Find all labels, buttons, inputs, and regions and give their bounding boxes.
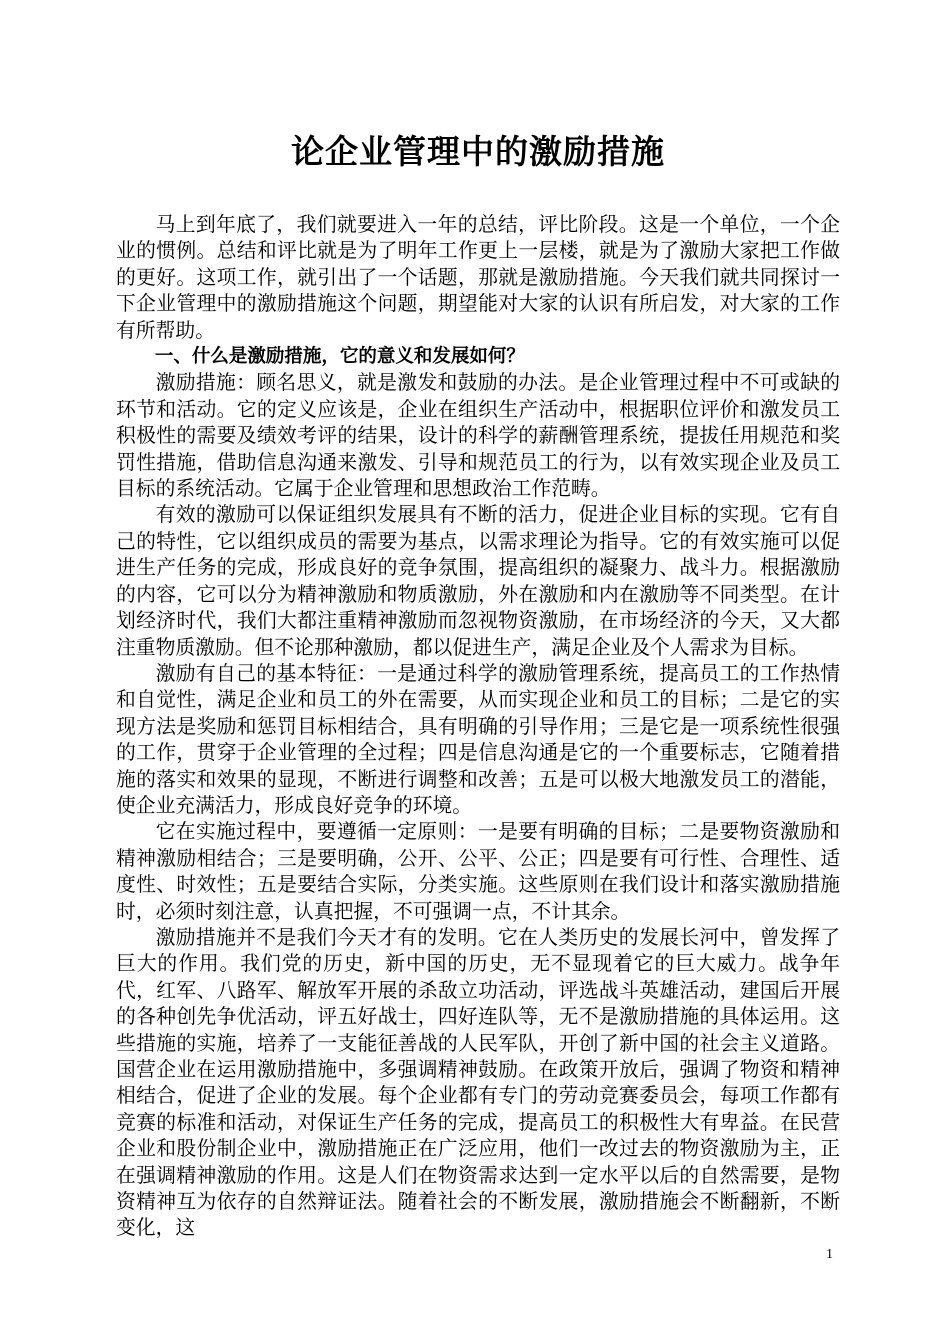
section-heading: 一、什么是激励措施，它的意义和发展如何？ — [154, 346, 525, 368]
body-paragraph-effectiveness: 有效的激励可以保证组织发展具有不断的活力，促进企业目标的实现。它有自己的特性，它以组织成员的需要为基点，以需求理论为指导。它的有效实施可以促进生产任务的完成，形成良好的竞争氛围，提高组织的凝聚力、战斗力。根据激励的内容，它可以分为精神激励和物质激励，外在激励和内在激励等不同类型。在计划经济时代，我们大都注重精神激励而忽视物资激励，在市场经济的今天，又大都注重物质激励。但不论那种激励，都以促进生产，满足企业及个人需求为目标。 — [116, 503, 840, 659]
intro-paragraph: 马上到年底了，我们就要进入一年的总结，评比阶段。这是一个单位，一个企业的惯例。总结和评比就是为了明年工作更上一层楼，就是为了激励大家把工作做的更好。这项工作，就引出了一个话题，那就是激励措施。今天我们就共同探讨一下企业管理中的激励措施这个问题，期望能对大家的认识有所启发，对大家的工作有所帮助。 — [116, 213, 840, 342]
document-title: 论企业管理中的激励措施 — [291, 132, 665, 171]
page-number: 1 — [826, 1247, 833, 1262]
body-paragraph-definition: 激励措施：顾名思义，就是激发和鼓励的办法。是企业管理过程中不可或缺的环节和活动。它的定义应该是，企业在组织生产活动中，根据职位评价和激发员工积极性的需要及绩效考评的结果，设计的科学的薪酬管理系统，提拔任用规范和奖罚性措施，借助信息沟通来激发、引导和规范员工的行为，以有效实现企业及员工目标的系统活动。它属于企业管理和思想政治工作范畴。 — [116, 371, 840, 501]
body-paragraph-principles: 它在实施过程中，要遵循一定原则：一是要有明确的目标；二是要物资激励和精神激励相结合；三是要明确，公开、公平、公正；四是要有可行性、合理性、适度性、时效性；五是要结合实际，分类实施。这些原则在我们设计和落实激励措施时，必须时刻注意，认真把握，不可强调一点，不计其余。 — [116, 820, 840, 923]
body-paragraph-features: 激励有自己的基本特征：一是通过科学的激励管理系统，提高员工的工作热情和自觉性，满足企业和员工的外在需要，从而实现企业和员工的目标；二是它的实现方法是奖励和惩罚目标相结合，具有明确的引导作用；三是它是一项系统性很强的工作，贯穿于企业管理的全过程；四是信息沟通是它的一个重要标志，它随着措施的落实和效果的显现，不断进行调整和改善；五是可以极大地激发员工的潜能，使企业充满活力，形成良好竞争的环境。 — [116, 661, 840, 817]
body-paragraph-history: 激励措施并不是我们今天才有的发明。它在人类历史的发展长河中，曾发挥了巨大的作用。我们党的历史，新中国的历史，无不显现着它的巨大威力。战争年代，红军、八路军、解放军开展的杀敌立功活动，评选战斗英雄活动，建国后开展的各种创先争优活动，评五好战士，四好连队等，无不是激励措施的具体运用。这些措施的实施，培养了一支能征善战的人民军队，开创了新中国的社会主义道路。国营企业在运用激励措施中，多强调精神鼓励。在政策开放后，强调了物资和精神相结合，促进了企业的发展。每个企业都有专门的劳动竞赛委员会，每项工作都有竞赛的标准和活动，对保证生产任务的完成，提高员工的积极性大有卑益。在民营企业和股份制企业中，激励措施正在广泛应用，他们一改过去的物资激励为主，正在强调精神激励的作用。这是人们在物资需求达到一定水平以后的自然需要，是物资精神互为依存的自然辩证法。随着社会的不断发展，激励措施会不断翻新，不断变化，这 — [116, 925, 840, 1240]
document-page — [116, 118, 840, 1242]
